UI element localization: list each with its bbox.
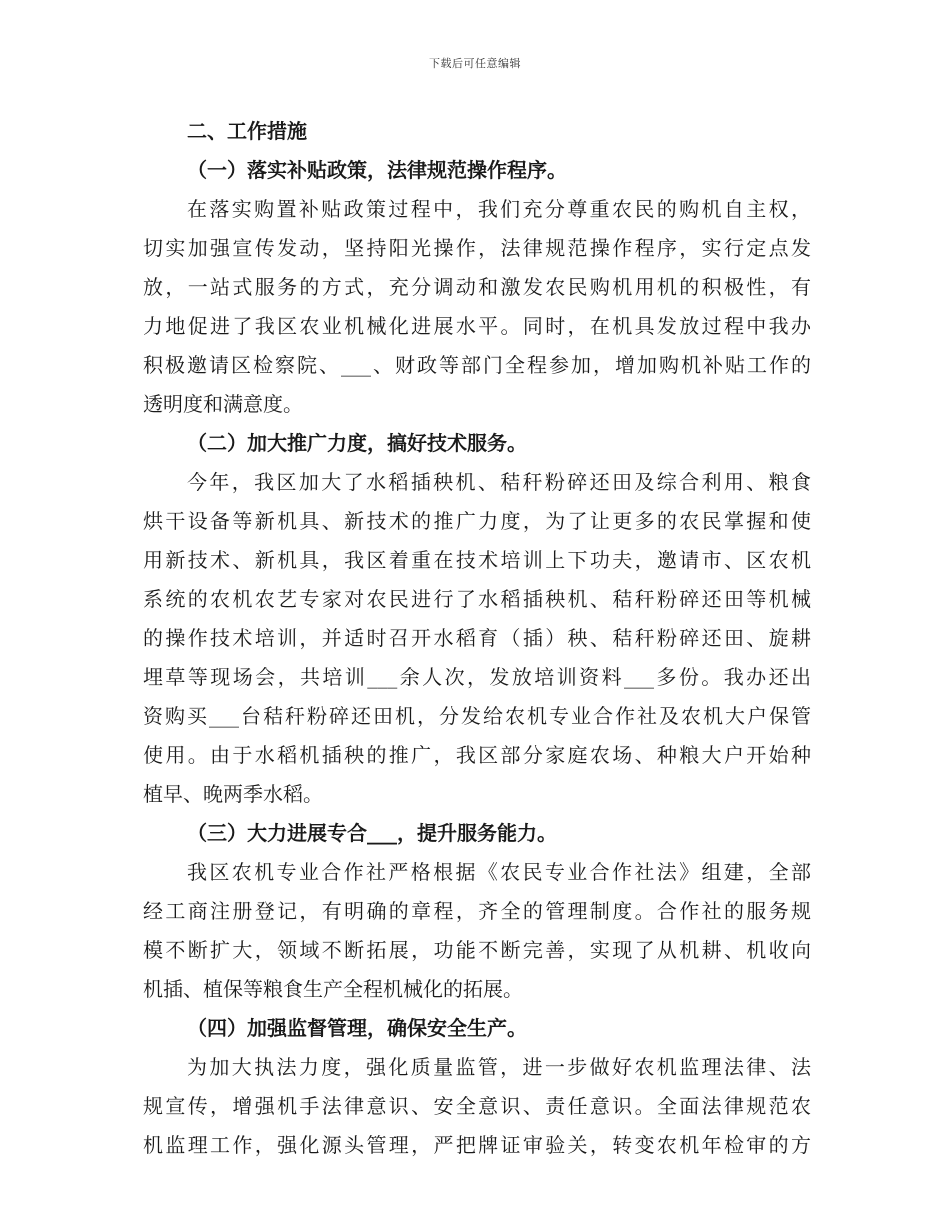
paragraph-line: 我区农机专业合作社严格根据《农民专业合作社法》组建，全部 (187, 860, 811, 884)
paragraph-line: 在落实购置补贴政策过程中，我们充分尊重农民的购机自主权， (187, 197, 811, 221)
paragraph-line: 切实加强宣传发动，坚持阳光操作，法律规范操作程序，实行定点发 (143, 236, 811, 260)
paragraph-line: 使用。由于水稻机插秧的推广，我区部分家庭农场、种粮大户开始种 (143, 743, 811, 767)
section-title: 二、工作措施 (187, 119, 307, 143)
paragraph-line: 模不断扩大，领域不断拓展，功能不断完善，实现了从机耕、机收向 (143, 938, 811, 962)
document-body (143, 112, 811, 1165)
paragraph-line: 力地促进了我区农业机械化进展水平。同时，在机具发放过程中我办 (143, 314, 811, 338)
paragraph-line: 系统的农机农艺专家对农民进行了水稻插秧机、秸秆粉碎还田等机械 (143, 587, 811, 611)
paragraph-line: 用新技术、新机具，我区着重在技术培训上下功夫，邀请市、区农机 (143, 548, 811, 572)
paragraph-line: 机监理工作，强化源头管理，严把牌证审验关，转变农机年检审的方 (143, 1133, 811, 1157)
paragraph-line: 经工商注册登记，有明确的章程，齐全的管理制度。合作社的服务规 (143, 899, 811, 923)
page-header-note: 下载后可任意编辑 (429, 57, 521, 70)
paragraph-line: 放，一站式服务的方式，充分调动和激发农民购机用机的积极性，有 (143, 275, 811, 299)
paragraph-line: 机插、植保等粮食生产全程机械化的拓展。 (143, 977, 523, 1001)
paragraph-line: 的操作技术培训，并适时召开水稻育（插）秧、秸秆粉碎还田、旋耕 (143, 626, 811, 650)
paragraph-line: 植早、晚两季水稻。 (143, 782, 323, 806)
paragraph-line: 资购买___台秸秆粉碎还田机，分发给农机专业合作社及农机大户保管 (143, 704, 811, 728)
subsection-heading-1: （一）落实补贴政策，法律规范操作程序。 (187, 158, 567, 182)
subsection-heading-2: （二）加大推广力度，搞好技术服务。 (187, 431, 527, 455)
subsection-heading-3: （三）大力进展专合___，提升服务能力。 (187, 821, 557, 845)
paragraph-line: 今年，我区加大了水稻插秧机、秸秆粉碎还田及综合利用、粮食 (187, 470, 811, 494)
paragraph-line: 为加大执法力度，强化质量监管，进一步做好农机监理法律、法 (187, 1055, 811, 1079)
paragraph-line: 积极邀请区检察院、___、财政等部门全程参加，增加购机补贴工作的 (143, 353, 811, 377)
paragraph-line: 埋草等现场会，共培训___余人次，发放培训资料___多份。我办还出 (143, 665, 811, 689)
subsection-heading-4: （四）加强监督管理，确保安全生产。 (187, 1016, 527, 1040)
paragraph-line: 规宣传，增强机手法律意识、安全意识、责任意识。全面法律规范农 (143, 1094, 811, 1118)
paragraph-line: 烘干设备等新机具、新技术的推广力度，为了让更多的农民掌握和使 (143, 509, 811, 533)
paragraph-line: 透明度和满意度。 (143, 392, 303, 416)
